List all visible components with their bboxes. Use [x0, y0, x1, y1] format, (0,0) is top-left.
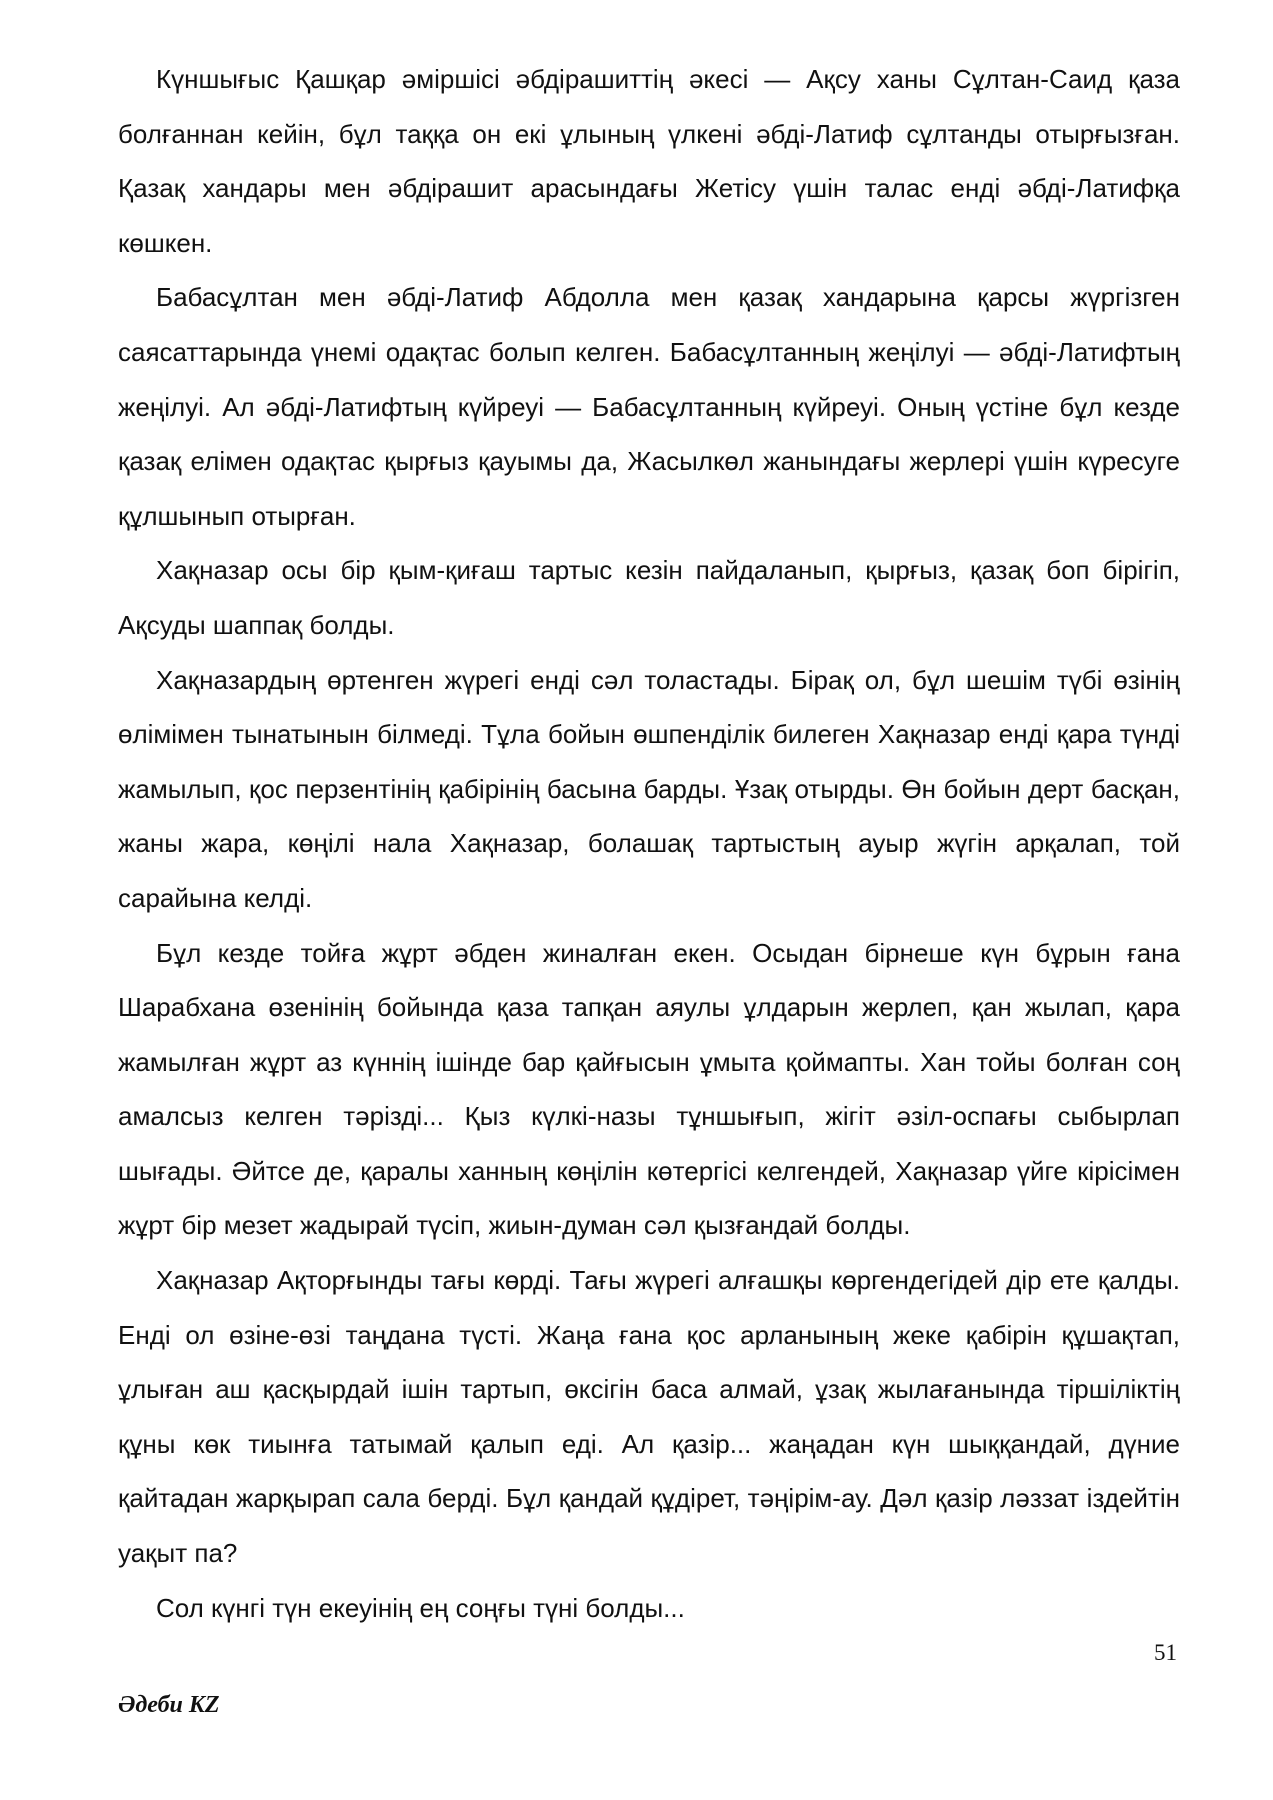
paragraph-7: Сол күнгі түн екеуінің ең соңғы түні болды... — [156, 1592, 685, 1623]
body-text — [118, 52, 1180, 1635]
page-number: 51 — [1154, 1640, 1177, 1665]
paragraph-1: Күншығыс Қашқар әміршісі әбдірашиттің әкесі — Ақсу ханы Сұлтан-Саид қаза болғаннан кейін, бұл таққа он екі ұлының үлкені әбді-Латиф сұлтанды отырғызған. Қазақ хандары мен әбдірашит арасындағы Жетісу үшін талас енді әбді-Латифқа көшкен. — [118, 64, 1180, 258]
paragraph-5: Бұл кезде тойға жұрт әбден жиналған екен. Осыдан бірнеше күн бұрын ғана Шарабхана өзенінің бойында қаза тапқан аяулы ұлдарын жерлеп, қан жылап, қара жамылған жұрт аз күннің ішінде бар қайғысын ұмыта қоймапты. Хан тойы болған соң амалсыз келген тәрізді... Қыз күлкі-назы тұншығып, жігіт әзіл-оспағы сыбырлап шығады. Әйтсе де, қаралы ханның көңілін көтергісі келгендей, Хақназар үйге кірісімен жұрт бір мезет жадырай түсіп, жиын-думан сәл қызғандай болды. — [118, 937, 1180, 1241]
paragraph-2: Бабасұлтан мен әбді-Латиф Абдолла мен қазақ хандарына қарсы жүргізген саясаттарында үнемі одақтас болып келген. Бабасұлтанның жеңілуі — әбді-Латифтың жеңілуі. Ал әбді-Латифтың күйреуі — Бабасұлтанның күйреуі. Оның үстіне бұл кезде қазақ елімен одақтас қырғыз қауымы да, Жасылкөл жанындағы жерлері үшін күресуге құлшынып отырған. — [118, 282, 1180, 531]
footer-brand: Әдеби KZ — [118, 1692, 220, 1718]
paragraph-3: Хақназар осы бір қым-қиғаш тартыс кезін пайдаланып, қырғыз, қазақ боп бірігіп, Ақсуды шаппақ болды. — [118, 555, 1180, 640]
paragraph-6: Хақназар Ақторғынды тағы көрді. Тағы жүрегі алғашқы көргендегідей дір ете қалды. Енді ол өзіне-өзі таңдана түсті. Жаңа ғана қос арланының жеке қабірін құшақтап, ұлыған аш қасқырдай ішін тартып, өксігін баса алмай, ұзақ жылағанында тіршіліктің құны көк тиынға татымай қалып еді. Ал қазір... жаңадан күн шыққандай, дүние қайтадан жарқырап сала берді. Бұл қандай құдірет, тәңірім-ау. Дәл қазір ләззат іздейтін уақыт па? — [118, 1265, 1180, 1569]
paragraph-4: Хақназардың өртенген жүрегі енді сәл толастады. Бірақ ол, бұл шешім түбі өзінің өлімімен тынатынын білмеді. Тұла бойын өшпенділік билеген Хақназар енді қара түнді жамылып, қос перзентінің қабірінің басына барды. Ұзақ отырды. Өн бойын дерт басқан, жаны жара, көңілі нала Хақназар, болашақ тартыстың ауыр жүгін арқалап, той сарайына келді. — [118, 664, 1180, 913]
